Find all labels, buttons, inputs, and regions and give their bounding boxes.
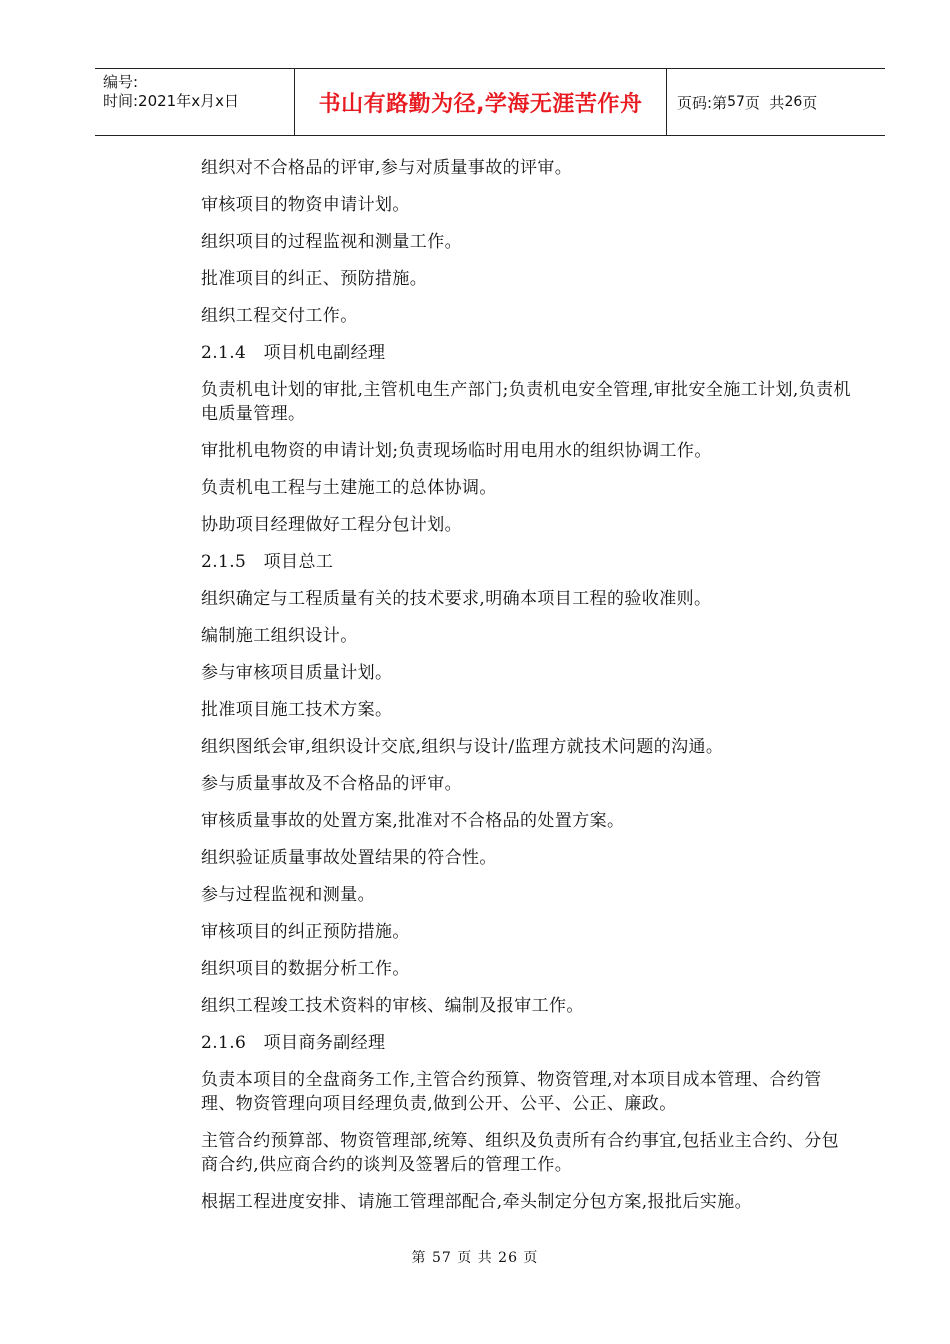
paragraph: 主管合约预算部、物资管理部,统筹、组织及负责所有合约事宜,包括业主合约、分包商合约,供应商合约的谈判及签署后的管理工作。 [201,1131,840,1175]
paragraph: 组织对不合格品的评审,参与对质量事故的评审。 [201,158,573,178]
paragraph: 审批机电物资的申请计划;负责现场临时用电用水的组织协调工作。 [201,441,712,461]
paragraph: 批准项目的纠正、预防措施。 [201,269,428,289]
page-mid: 页 共 [744,93,785,112]
paragraph: 审核质量事故的处置方案,批准对不合格品的处置方案。 [201,811,625,831]
page-prefix: 页码:第 [677,93,728,112]
paragraph: 组织项目的过程监视和测量工作。 [201,232,462,252]
paragraph: 根据工程进度安排、请施工管理部配合,牵头制定分包方案,报批后实施。 [201,1192,753,1212]
page-suffix: 页 [802,93,818,112]
document-body [201,156,851,1227]
paragraph: 组织项目的数据分析工作。 [201,959,410,979]
document-time: 时间:2021年x月x日 [103,92,239,110]
paragraph: 参与质量事故及不合格品的评审。 [201,774,462,794]
page-total: 26 [784,94,803,110]
paragraph: 协助项目经理做好工程分包计划。 [201,515,462,535]
paragraph: 编制施工组织设计。 [201,626,358,646]
paragraph: 参与过程监视和测量。 [201,885,375,905]
section-heading: 2.1.6 项目商务副经理 [201,1033,386,1053]
page-header [95,68,885,136]
paragraph: 负责机电工程与土建施工的总体协调。 [201,478,497,498]
header-motto-cell [295,69,667,135]
page-footer: 第 57 页 共 26 页 [411,1250,539,1266]
paragraph: 组织确定与工程质量有关的技术要求,明确本项目工程的验收准则。 [201,589,712,609]
paragraph: 审核项目的纠正预防措施。 [201,922,410,942]
section-heading: 2.1.5 项目总工 [201,552,334,572]
paragraph: 组织图纸会审,组织设计交底,组织与设计/监理方就技术问题的沟通。 [201,737,724,757]
paragraph: 批准项目施工技术方案。 [201,700,393,720]
header-page-cell [667,69,885,135]
paragraph: 组织工程交付工作。 [201,306,358,326]
paragraph: 组织验证质量事故处置结果的符合性。 [201,848,497,868]
paragraph: 负责本项目的全盘商务工作,主管合约预算、物资管理,对本项目成本管理、合约管理、物资管理向项目经理负责,做到公开、公平、公正、廉政。 [201,1070,822,1114]
page-current: 57 [727,94,745,110]
header-meta-cell [95,69,295,135]
document-code-label: 编号: [103,73,139,91]
paragraph: 组织工程竣工技术资料的审核、编制及报审工作。 [201,996,584,1016]
paragraph: 参与审核项目质量计划。 [201,663,393,683]
section-heading: 2.1.4 项目机电副经理 [201,343,386,363]
paragraph: 审核项目的物资申请计划。 [201,195,410,215]
paragraph: 负责机电计划的审批,主管机电生产部门;负责机电安全管理,审批安全施工计划,负责机电质量管理。 [201,380,851,424]
header-motto: 书山有路勤为径,学海无涯苦作舟 [318,91,643,117]
